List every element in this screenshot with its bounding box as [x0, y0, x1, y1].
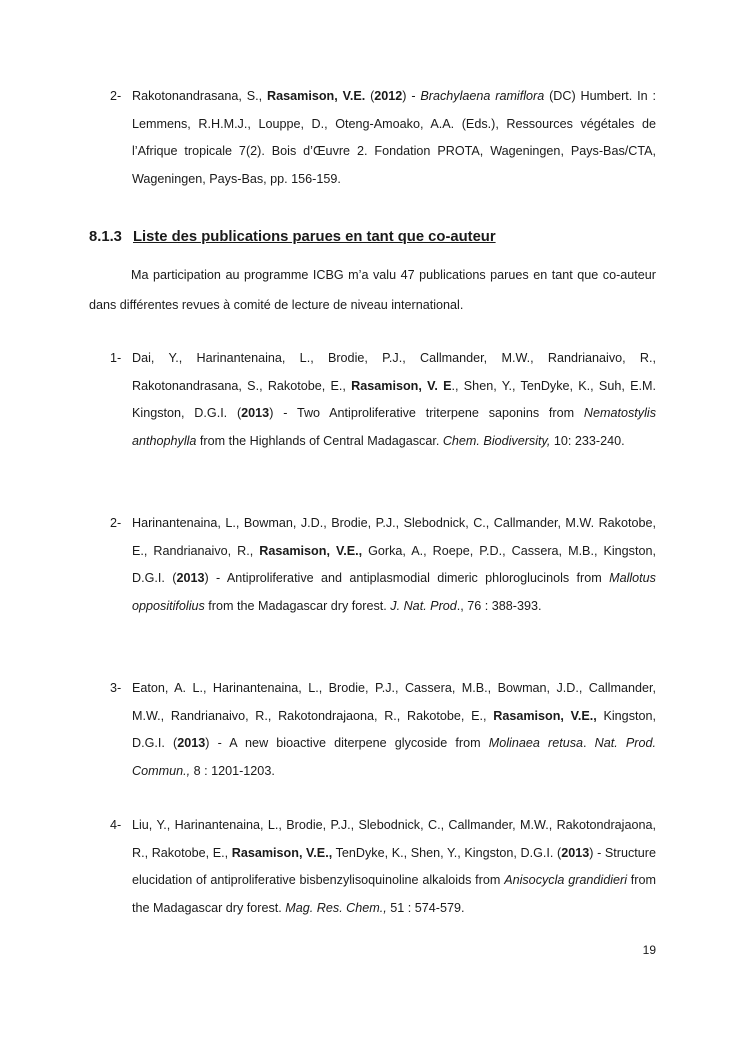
- reference-number: 3-: [110, 681, 122, 695]
- author-highlight: Rasamison, V.E.: [267, 89, 366, 103]
- reference-entry: [110, 675, 656, 786]
- species-name: Mallotus oppositifolius: [132, 571, 656, 614]
- reference-number: 2-: [110, 89, 122, 103]
- section-number: 8.1.3: [89, 229, 122, 245]
- journal-name: Chem. Biodiversity,: [442, 434, 551, 449]
- publication-year: 2013: [176, 571, 205, 586]
- publication-year: 2012: [374, 89, 403, 103]
- reference-number: 4-: [110, 818, 122, 832]
- reference-entry: [110, 812, 656, 923]
- page-number: 19: [642, 943, 656, 957]
- reference-text: Liu, Y., Harinantenaina, L., Brodie, P.J., Slebodnick, C., Callmander, M.W., Rakotondrajaona, R., Rakotobe, E., Rasamison, V.E., TenDyke, K., Shen, Y., Kingston, D.G.I. (2013) - Structure elucidation of antiproliferative bisbenzylisoquinoline alkaloids from Anisocycla grandidieri from the Madagascar dry forest. Mag. Res. Chem., 51 : 574-579.: [132, 818, 656, 916]
- reference-number: 1-: [110, 351, 122, 365]
- publication-year: 2013: [561, 845, 590, 860]
- reference-entry: [110, 345, 656, 456]
- reference-text: Dai, Y., Harinantenaina, L., Brodie, P.J., Callmander, M.W., Randrianaivo, R., Rakotonandrasana, S., Rakotobe, E., Rasamison, V. E., Shen, Y., TenDyke, K., Suh, E.M. Kingston, D.G.I. (2013) - Two Antiproliferative triterpene saponins from Nematostylis anthophylla from the Highlands of Central Madagascar. Chem. Biodiversity, 10: 233-240.: [132, 351, 656, 449]
- intro-paragraph: Ma participation au programme ICBG m’a valu 47 publications parues en tant que co-auteur dans différentes revues à comité de lecture de niveau international.: [89, 268, 656, 312]
- reference-entry: [110, 510, 656, 621]
- journal-name: Nat. Prod. Commun.,: [132, 736, 656, 779]
- species-name: Molinaea retusa: [488, 736, 584, 751]
- author-highlight: Rasamison, V. E: [351, 378, 452, 393]
- reference-number: 2-: [110, 516, 122, 530]
- journal-name: Mag. Res. Chem.,: [285, 901, 387, 916]
- author-highlight: Rasamison, V.E.,: [493, 708, 597, 723]
- section-heading: [89, 226, 689, 248]
- species-name: Nematostylis anthophylla: [132, 406, 656, 449]
- reference-text: Eaton, A. L., Harinantenaina, L., Brodie, P.J., Cassera, M.B., Bowman, J.D., Callmander, M.W., Randrianaivo, R., Rakotondrajaona, R., Rakotobe, E., Rasamison, V.E., Kingston, D.G.I. (2013) - A new bioactive diterpene glycoside from Molinaea retusa. Nat. Prod. Commun., 8 : 1201-1203.: [132, 681, 656, 779]
- reference-entry-top: [110, 83, 656, 194]
- author-highlight: Rasamison, V.E.,: [259, 543, 363, 558]
- author-highlight: Rasamison, V.E.,: [231, 845, 333, 860]
- reference-text: Rakotonandrasana, S., Rasamison, V.E. (2012) - Brachylaena ramiflora (DC) Humbert. In : Lemmens, R.H.M.J., Louppe, D., Oteng-Amoako, A.A. (Eds.), Ressources végétales de l’Afrique tropicale 7(2). Bois d’Œuvre 2. Fondation PROTA, Wageningen, Pays-Bas/CTA, Wageningen, Pays-Bas, pp. 156-159.: [132, 89, 656, 187]
- section-title: Liste des publications parues en tant que co-auteur: [133, 229, 496, 245]
- publication-year: 2013: [177, 736, 206, 751]
- species-name: Brachylaena ramiflora: [420, 89, 545, 103]
- reference-text: Harinantenaina, L., Bowman, J.D., Brodie, P.J., Slebodnick, C., Callmander, M.W. Rakotobe, E., Randrianaivo, R., Rasamison, V.E., Gorka, A., Roepe, P.D., Cassera, M.B., Kingston, D.G.I. (2013) - Antiproliferative and antiplasmodial dimeric phloroglucinols from Mallotus oppositifolius from the Madagascar dry forest. J. Nat. Prod., 76 : 388-393.: [132, 516, 656, 614]
- publication-year: 2013: [241, 406, 270, 421]
- species-name: Anisocycla grandidieri: [504, 873, 627, 888]
- journal-name: J. Nat. Prod: [390, 599, 457, 614]
